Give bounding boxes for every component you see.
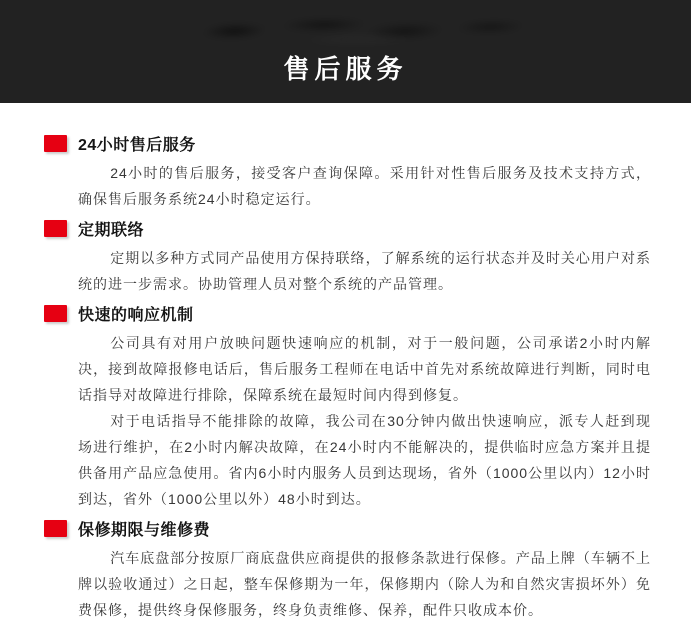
section-paragraph: 24小时的售后服务，接受客户查询保障。采用针对性售后服务及技术支持方式，确保售后服务系统24小时稳定运行。 — [78, 165, 651, 207]
red-square-bullet-icon — [44, 305, 67, 322]
section-heading-row — [44, 133, 651, 153]
watermark-smudge — [187, 8, 537, 50]
section-heading-row — [44, 303, 651, 323]
header-banner — [0, 0, 691, 103]
section-warranty-and-fees — [44, 518, 651, 623]
section-24h-service — [44, 133, 651, 212]
section-paragraph: 汽车底盘部分按原厂商底盘供应商提供的报修条款进行保修。产品上牌（车辆不上牌以验收通过）之日起，整车保修期为一年，保修期内（除人为和自然灾害损坏外）免费保修，提供终身保修服务，终身负责维修、保养，配件只收成本价。 — [78, 550, 651, 618]
content-area — [0, 103, 691, 623]
section-title: 快速的响应机制 — [78, 306, 194, 324]
section-paragraph: 定期以多种方式同产品使用方保持联络，了解系统的运行状态并及时关心用户对系统的进一步需求。协助管理人员对整个系统的产品管理。 — [78, 250, 651, 292]
red-square-bullet-icon — [44, 220, 67, 237]
section-title: 保修期限与维修费 — [78, 521, 211, 539]
page-title: 售后服务 — [283, 54, 408, 84]
section-heading-row — [44, 218, 651, 238]
red-square-bullet-icon — [44, 520, 67, 537]
section-paragraph: 对于电话指导不能排除的故障，我公司在30分钟内做出快速响应，派专人赶到现场进行维护，在2小时内解决故障，在24小时内不能解决的，提供临时应急方案并且提供备用产品应急使用。省内6小时内服务人员到达现场，省外（1000公里以内）12小时到达，省外（1000公里以外）48小时到达。 — [78, 413, 651, 507]
section-heading-row — [44, 518, 651, 538]
section-regular-contact — [44, 218, 651, 297]
section-title: 24小时售后服务 — [78, 136, 196, 154]
section-rapid-response — [44, 303, 651, 512]
section-paragraph: 公司具有对用户放映问题快速响应的机制，对于一般问题，公司承诺2小时内解决，接到故障报修电话后，售后服务工程师在电话中首先对系统故障进行判断，同时电话指导对故障进行排除，保障系统在最短时间内得到修复。 — [78, 335, 651, 403]
section-title: 定期联络 — [78, 221, 145, 239]
red-square-bullet-icon — [44, 135, 67, 152]
